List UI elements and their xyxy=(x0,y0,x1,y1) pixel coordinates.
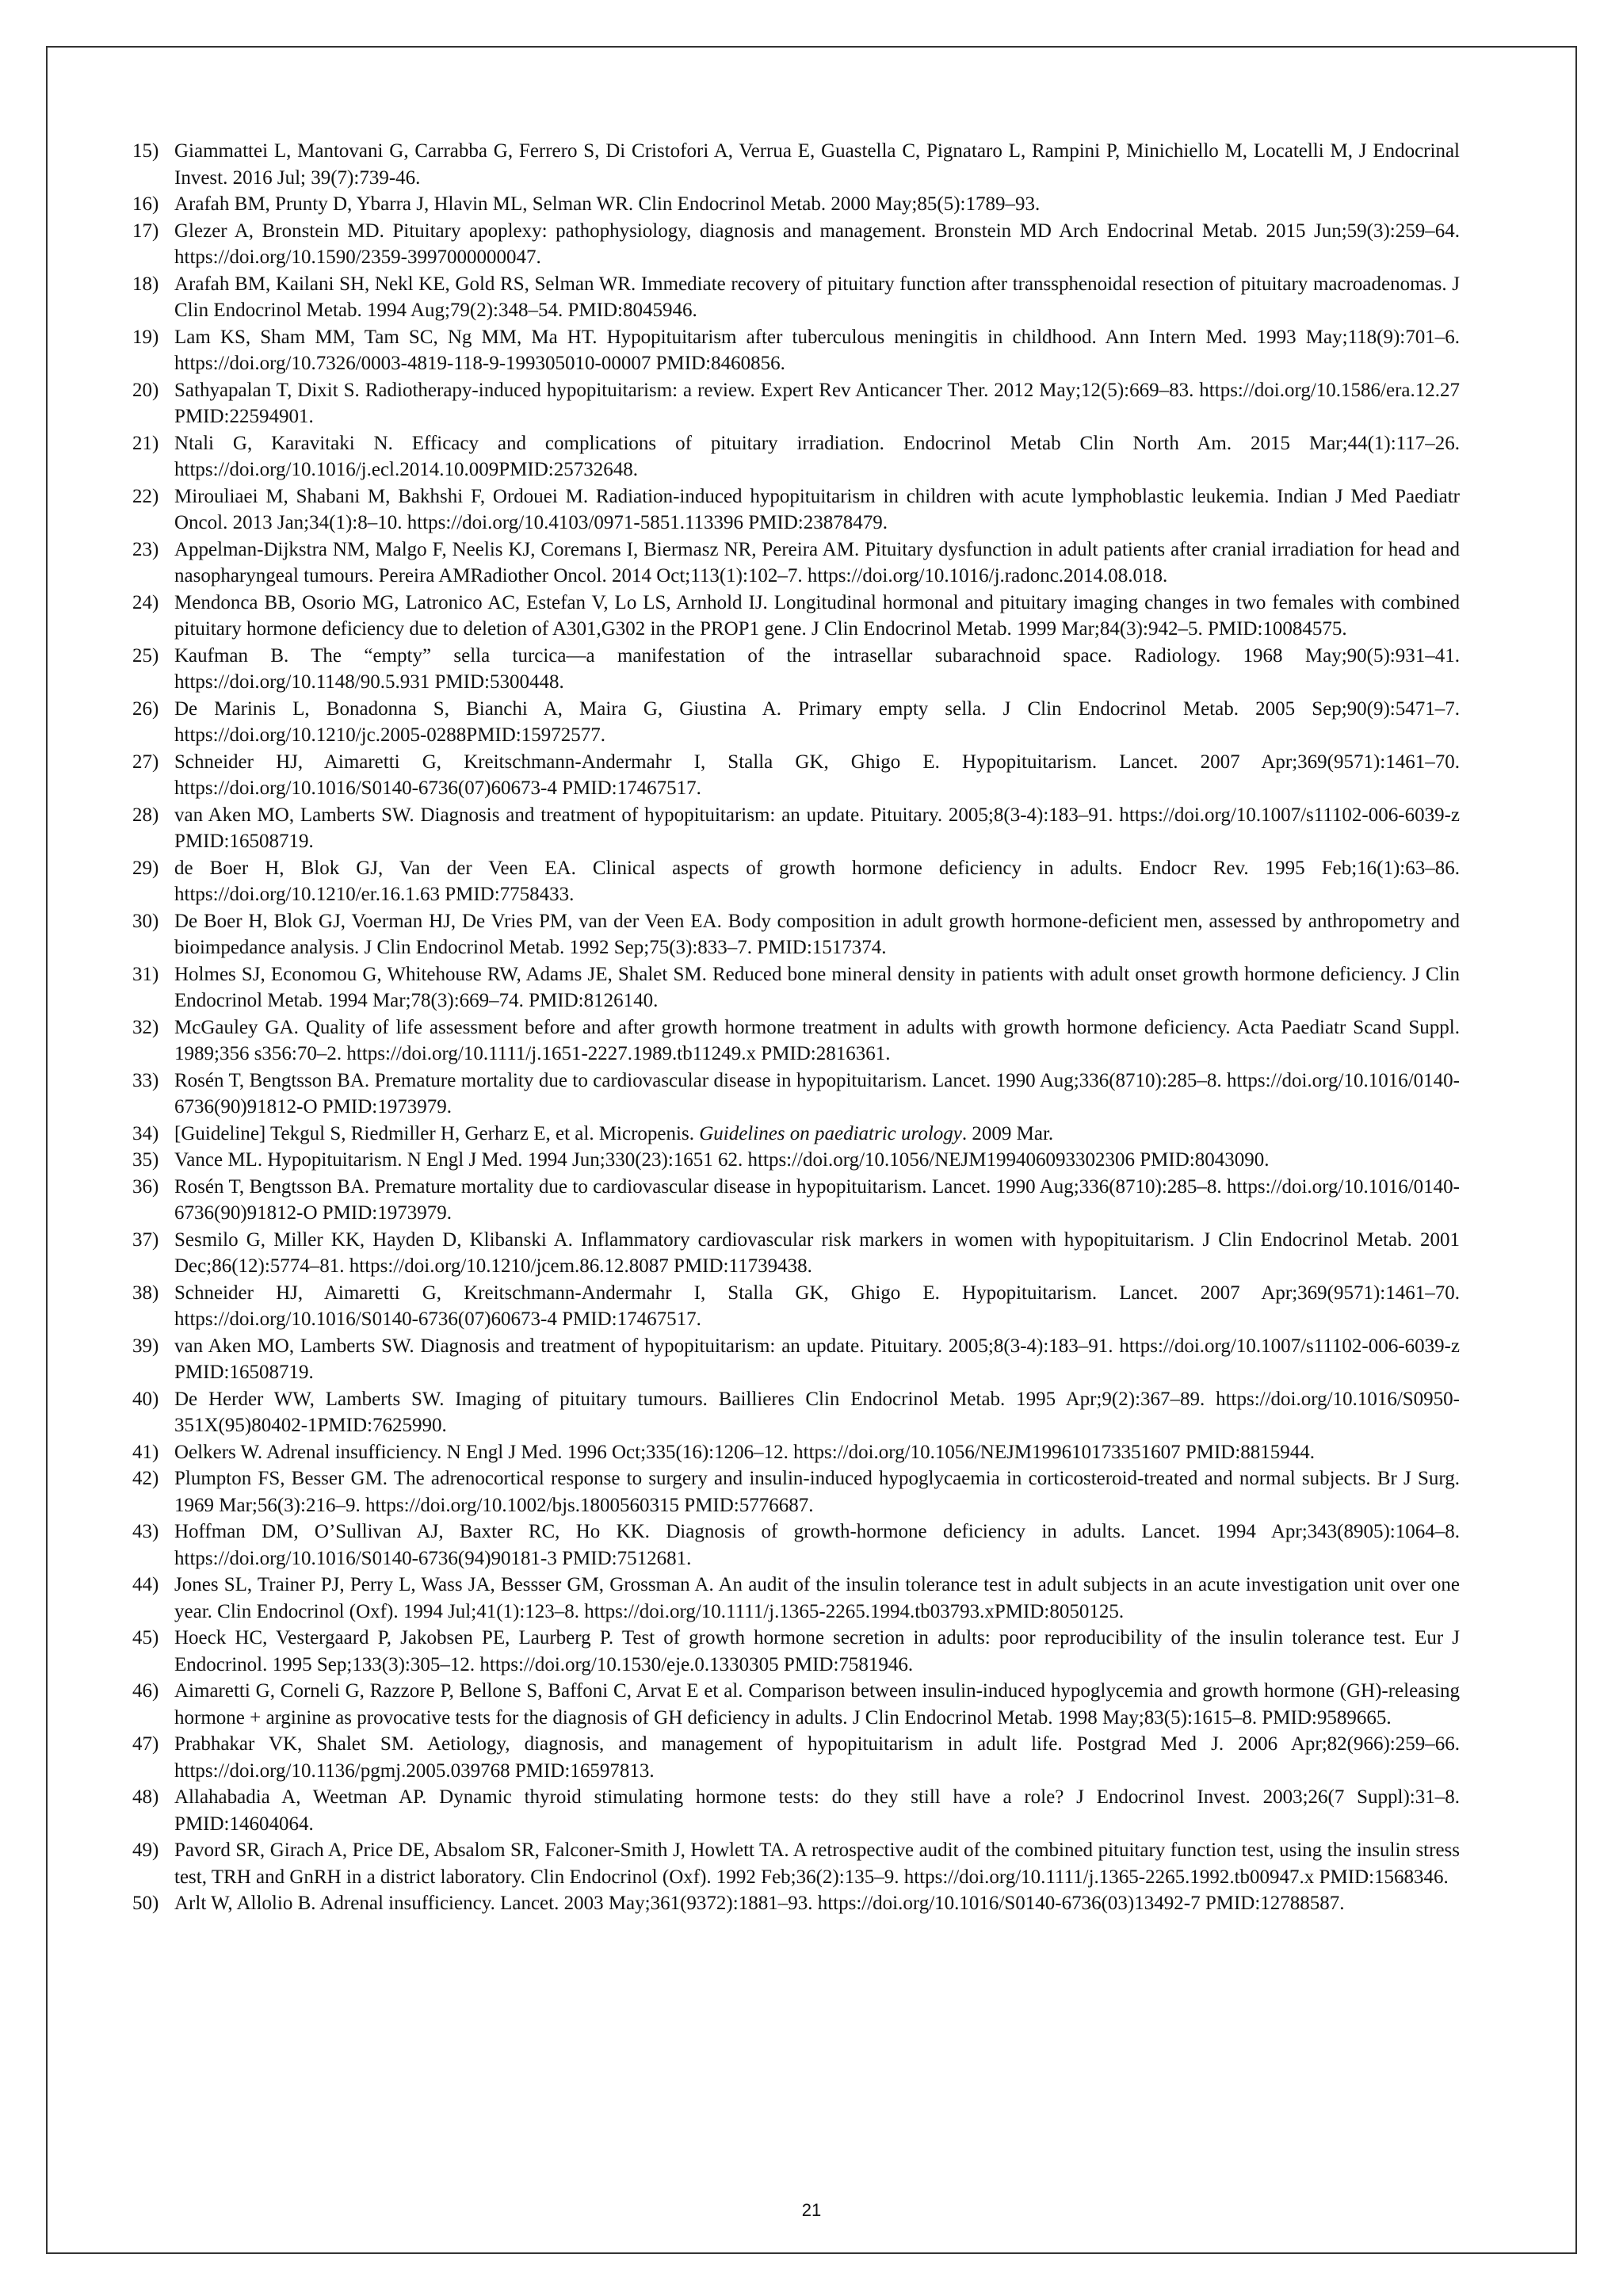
reference-item xyxy=(132,908,1460,961)
reference-number: 43) xyxy=(132,1521,159,1542)
reference-text: Pavord SR, Girach A, Price DE, Absalom SR, Falconer-Smith J, Howlett TA. A retrospective audit of the combined pituitary function test, using the insulin stress test, TRH and GnRH in a district laboratory. Clin Endocrinol (Oxf). 1992 Feb;36(2):135–9. https://doi.org/10.1111/j.1365-2265.1992.tb00947.x PMID:1568346. xyxy=(174,1839,1460,1888)
reference-item xyxy=(132,1280,1460,1333)
reference-text: Schneider HJ, Aimaretti G, Kreitschmann-Andermahr I, Stalla GK, Ghigo E. Hypopituitarism. Lancet. 2007 Apr;369(9571):1461–70. https://doi.org/10.1016/S0140-6736(07)60673-4 PMID:17467517. xyxy=(174,751,1460,799)
reference-text: Rosén T, Bengtsson BA. Premature mortality due to cardiovascular disease in hypopituitarism. Lancet. 1990 Aug;336(8710):285–8. https://doi.org/10.1016/0140-6736(90)91812-O PMID:1973979. xyxy=(174,1069,1460,1117)
reference-item xyxy=(132,749,1460,802)
reference-item xyxy=(132,324,1460,377)
reference-item xyxy=(132,1519,1460,1572)
reference-title-italic: Guidelines on paediatric urology xyxy=(699,1122,962,1144)
reference-text: Holmes SJ, Economou G, Whitehouse RW, Adams JE, Shalet SM. Reduced bone mineral density in patients with adult onset growth hormone deficiency. J Clin Endocrinol Metab. 1994 Mar;78(3):669–74. PMID:8126140. xyxy=(174,963,1460,1011)
reference-number: 30) xyxy=(132,910,159,932)
reference-item xyxy=(132,643,1460,696)
reference-text: Sathyapalan T, Dixit S. Radiotherapy-induced hypopituitarism: a review. Expert Rev Anticancer Ther. 2012 May;12(5):669–83. https://doi.org/10.1586/era.12.27 PMID:22594901. xyxy=(174,379,1460,427)
reference-text: Arlt W, Allolio B. Adrenal insufficiency. Lancet. 2003 May;361(9372):1881–93. https://doi.org/10.1016/S0140-6736(03)13492-7 PMID:12788587. xyxy=(174,1893,1345,1914)
reference-item xyxy=(132,1678,1460,1731)
reference-text: Prabhakar VK, Shalet SM. Aetiology, diagnosis, and management of hypopituitarism in adult life. Postgrad Med J. 2006 Apr;82(966):259–66. https://doi.org/10.1136/pgmj.2005.039768 PMID:16597813. xyxy=(174,1733,1460,1782)
reference-number: 36) xyxy=(132,1175,159,1198)
reference-number: 35) xyxy=(132,1149,159,1171)
reference-text: Arafah BM, Kailani SH, Nekl KE, Gold RS, Selman WR. Immediate recovery of pituitary function after transsphenoidal resection of pituitary macroadenomas. J Clin Endocrinol Metab. 1994 Aug;79(2):348–54. PMID:8045946. xyxy=(174,273,1460,321)
reference-text: Kaufman B. The “empty” sella turcica—a manifestation of the intrasellar subarachnoid space. Radiology. 1968 May;90(5):931–41. https://doi.org/10.1148/90.5.931 PMID:5300448. xyxy=(174,644,1460,693)
reference-text: Vance ML. Hypopituitarism. N Engl J Med. 1994 Jun;330(23):1651 62. https://doi.org/10.1056/NEJM199406093302306 PMID:8043090. xyxy=(174,1149,1270,1171)
reference-item xyxy=(132,961,1460,1014)
reference-number: 46) xyxy=(132,1680,159,1702)
reference-number: 33) xyxy=(132,1069,159,1091)
reference-number: 25) xyxy=(132,644,159,667)
reference-item xyxy=(132,1386,1460,1439)
reference-text: Oelkers W. Adrenal insufficiency. N Engl J Med. 1996 Oct;335(16):1206–12. https://doi.org/10.1056/NEJM199610173351607 PMID:8815944. xyxy=(174,1441,1316,1463)
reference-number: 22) xyxy=(132,485,159,507)
reference-text: Hoffman DM, O’Sullivan AJ, Baxter RC, Ho KK. Diagnosis of growth-hormone deficiency in adults. Lancet. 1994 Apr;343(8905):1064–8. https://doi.org/10.1016/S0140-6736(94)90181-3 PMID:7512681. xyxy=(174,1521,1460,1569)
reference-item xyxy=(132,1439,1460,1466)
reference-text: De Boer H, Blok GJ, Voerman HJ, De Vries PM, van der Veen EA. Body composition in adult growth hormone-deficient men, assessed by anthropometry and bioimpedance analysis. J Clin Endocrinol Metab. 1992 Sep;75(3):833–7. PMID:1517374. xyxy=(174,910,1460,958)
reference-number: 15) xyxy=(132,140,159,162)
reference-text: Giammattei L, Mantovani G, Carrabba G, Ferrero S, Di Cristofori A, Verrua E, Guastella C, Pignataro L, Rampini P, Minichiello M, Locatelli M, J Endocrinal Invest. 2016 Jul; 39(7):739-46. xyxy=(174,140,1460,189)
reference-item xyxy=(132,855,1460,908)
reference-text: Allahabadia A, Weetman AP. Dynamic thyroid stimulating hormone tests: do they still have a role? J Endocrinol Invest. 2003;26(7 Suppl):31–8. PMID:14604064. xyxy=(174,1786,1460,1835)
reference-number: 44) xyxy=(132,1574,159,1595)
reference-number: 16) xyxy=(132,193,159,215)
reference-text: Arafah BM, Prunty D, Ybarra J, Hlavin ML, Selman WR. Clin Endocrinol Metab. 2000 May;85(5):1789–93. xyxy=(174,193,1041,215)
reference-number: 34) xyxy=(132,1122,159,1144)
reference-item xyxy=(132,138,1460,191)
reference-number: 24) xyxy=(132,591,159,613)
reference-number: 26) xyxy=(132,697,159,720)
reference-number: 20) xyxy=(132,379,159,401)
reference-list xyxy=(132,138,1460,1917)
reference-number: 39) xyxy=(132,1335,159,1357)
reference-text: Rosén T, Bengtsson BA. Premature mortality due to cardiovascular disease in hypopituitarism. Lancet. 1990 Aug;336(8710):285–8. https://doi.org/10.1016/0140-6736(90)91812-O PMID:1973979. xyxy=(174,1175,1460,1224)
reference-text: van Aken MO, Lamberts SW. Diagnosis and treatment of hypopituitarism: an update. Pituitary. 2005;8(3-4):183–91. https://doi.org/10.1007/s11102-006-6039-z PMID:16508719. xyxy=(174,1335,1460,1383)
reference-number: 48) xyxy=(132,1786,159,1808)
reference-item xyxy=(132,191,1460,218)
reference-text: de Boer H, Blok GJ, Van der Veen EA. Clinical aspects of growth hormone deficiency in adults. Endocr Rev. 1995 Feb;16(1):63–86. https://doi.org/10.1210/er.16.1.63 PMID:7758433. xyxy=(174,857,1460,905)
reference-item xyxy=(132,537,1460,590)
reference-number: 27) xyxy=(132,751,159,773)
reference-text: Hoeck HC, Vestergaard P, Jakobsen PE, Laurberg P. Test of growth hormone secretion in adults: poor reproducibility of the insulin tolerance test. Eur J Endocrinol. 1995 Sep;133(3):305–12. https://doi.org/10.1530/eje.0.1330305 PMID:7581946. xyxy=(174,1627,1460,1675)
reference-text: Mendonca BB, Osorio MG, Latronico AC, Estefan V, Lo LS, Arnhold IJ. Longitudinal hormonal and pituitary imaging changes in two females with combined pituitary hormone deficiency due to deletion of A301,G302 in the PROP1 gene. J Clin Endocrinol Metab. 1999 Mar;84(3):942–5. PMID:10084575. xyxy=(174,591,1460,640)
reference-text: Plumpton FS, Besser GM. The adrenocortical response to surgery and insulin-induced hypoglycaemia in corticosteroid-treated and normal subjects. Br J Surg. 1969 Mar;56(3):216–9. https://doi.org/10.1002/bjs.1800560315 PMID:5776687. xyxy=(174,1468,1460,1516)
reference-number: 50) xyxy=(132,1893,159,1914)
reference-item xyxy=(132,1837,1460,1890)
reference-item xyxy=(132,802,1460,855)
reference-text xyxy=(174,1121,1460,1148)
reference-number: 37) xyxy=(132,1228,159,1251)
reference-text: Ntali G, Karavitaki N. Efficacy and complications of pituitary irradiation. Endocrinol Metab Clin North Am. 2015 Mar;44(1):117–26. https://doi.org/10.1016/j.ecl.2014.10.009PMID:25732648. xyxy=(174,432,1460,480)
reference-item xyxy=(132,1572,1460,1625)
reference-text: Lam KS, Sham MM, Tam SC, Ng MM, Ma HT. Hypopituitarism after tuberculous meningitis in childhood. Ann Intern Med. 1993 May;118(9):701–6. https://doi.org/10.7326/0003-4819-118-9-199305010-00007 PMID:8460856. xyxy=(174,326,1460,374)
reference-number: 31) xyxy=(132,963,159,985)
reference-item xyxy=(132,1227,1460,1280)
reference-number: 19) xyxy=(132,326,159,348)
reference-number: 38) xyxy=(132,1282,159,1304)
reference-item xyxy=(132,1890,1460,1917)
reference-item xyxy=(132,1333,1460,1386)
reference-number: 41) xyxy=(132,1441,159,1463)
reference-number: 49) xyxy=(132,1839,159,1861)
reference-number: 18) xyxy=(132,273,159,295)
reference-item xyxy=(132,218,1460,271)
reference-item xyxy=(132,1625,1460,1678)
reference-text: McGauley GA. Quality of life assessment before and after growth hormone treatment in adults with growth hormone deficiency. Acta Paediatr Scand Suppl. 1989;356 s356:70–2. https://doi.org/10.1111/j.1651-2227.1989.tb11249.x PMID:2816361. xyxy=(174,1016,1460,1064)
reference-number: 28) xyxy=(132,804,159,826)
reference-number: 17) xyxy=(132,220,159,242)
reference-number: 40) xyxy=(132,1388,159,1410)
reference-item xyxy=(132,483,1460,537)
reference-text: De Marinis L, Bonadonna S, Bianchi A, Maira G, Giustina A. Primary empty sella. J Clin Endocrinol Metab. 2005 Sep;90(9):5471–7. https://doi.org/10.1210/jc.2005-0288PMID:15972577. xyxy=(174,697,1460,746)
reference-text: Glezer A, Bronstein MD. Pituitary apoplexy: pathophysiology, diagnosis and management. Bronstein MD Arch Endocrinal Metab. 2015 Jun;59(3):259–64. https://doi.org/10.1590/2359-3997000000047. xyxy=(174,220,1460,268)
reference-text: Aimaretti G, Corneli G, Razzore P, Bellone S, Baffoni C, Arvat E et al. Comparison between insulin-induced hypoglycemia and growth hormone (GH)-releasing hormone + arginine as provocative tests for the diagnosis of GH deficiency in adults. J Clin Endocrinol Metab. 1998 May;83(5):1615–8. PMID:9589665. xyxy=(174,1680,1460,1729)
reference-number: 32) xyxy=(132,1016,159,1038)
reference-item xyxy=(132,430,1460,483)
reference-number: 47) xyxy=(132,1733,159,1755)
reference-item xyxy=(132,1731,1460,1784)
reference-number: 23) xyxy=(132,538,159,560)
reference-text: Jones SL, Trainer PJ, Perry L, Wass JA, Bessser GM, Grossman A. An audit of the insulin tolerance test in adult subjects in an acute investigation unit over one year. Clin Endocrinol (Oxf). 1994 Jul;41(1):123–8. https://doi.org/10.1111/j.1365-2265.1994.tb03793.xPMID:8050125. xyxy=(174,1574,1460,1622)
reference-item xyxy=(132,1465,1460,1519)
reference-number: 21) xyxy=(132,432,159,454)
reference-item xyxy=(132,1014,1460,1068)
reference-item xyxy=(132,377,1460,430)
reference-text-part: . 2009 Mar. xyxy=(961,1122,1054,1144)
reference-item xyxy=(132,1121,1460,1148)
reference-item xyxy=(132,271,1460,324)
reference-text: Schneider HJ, Aimaretti G, Kreitschmann-Andermahr I, Stalla GK, Ghigo E. Hypopituitarism. Lancet. 2007 Apr;369(9571):1461–70. https://doi.org/10.1016/S0140-6736(07)60673-4 PMID:17467517. xyxy=(174,1282,1460,1330)
reference-text: Sesmilo G, Miller KK, Hayden D, Klibanski A. Inflammatory cardiovascular risk markers in women with hypopituitarism. J Clin Endocrinol Metab. 2001 Dec;86(12):5774–81. https://doi.org/10.1210/jcem.86.12.8087 PMID:11739438. xyxy=(174,1228,1460,1277)
reference-number: 29) xyxy=(132,857,159,879)
reference-text: Mirouliaei M, Shabani M, Bakhshi F, Ordouei M. Radiation-induced hypopituitarism in children with acute lymphoblastic leukemia. Indian J Med Paediatr Oncol. 2013 Jan;34(1):8–10. https://doi.org/10.4103/0971-5851.113396 PMID:23878479. xyxy=(174,485,1460,533)
reference-item xyxy=(132,696,1460,749)
reference-item xyxy=(132,1147,1460,1174)
reference-text: Appelman-Dijkstra NM, Malgo F, Neelis KJ, Coremans I, Biermasz NR, Pereira AM. Pituitary dysfunction in adult patients after cranial irradiation for head and nasopharyngeal tumours. Pereira AMRadiother Oncol. 2014 Oct;113(1):102–7. https://doi.org/10.1016/j.radonc.2014.08.018. xyxy=(174,538,1460,586)
reference-item xyxy=(132,590,1460,643)
reference-item xyxy=(132,1068,1460,1121)
reference-item xyxy=(132,1784,1460,1837)
reference-text: van Aken MO, Lamberts SW. Diagnosis and treatment of hypopituitarism: an update. Pituitary. 2005;8(3-4):183–91. https://doi.org/10.1007/s11102-006-6039-z PMID:16508719. xyxy=(174,804,1460,852)
reference-number: 42) xyxy=(132,1468,159,1489)
page-number: 21 xyxy=(801,2200,822,2220)
reference-text-part: [Guideline] Tekgul S, Riedmiller H, Gerharz E, et al. Micropenis. xyxy=(174,1122,700,1144)
reference-number: 45) xyxy=(132,1627,159,1648)
reference-text: De Herder WW, Lamberts SW. Imaging of pituitary tumours. Baillieres Clin Endocrinol Metab. 1995 Apr;9(2):367–89. https://doi.org/10.1016/S0950-351X(95)80402-1PMID:7625990. xyxy=(174,1388,1460,1436)
reference-item xyxy=(132,1174,1460,1227)
